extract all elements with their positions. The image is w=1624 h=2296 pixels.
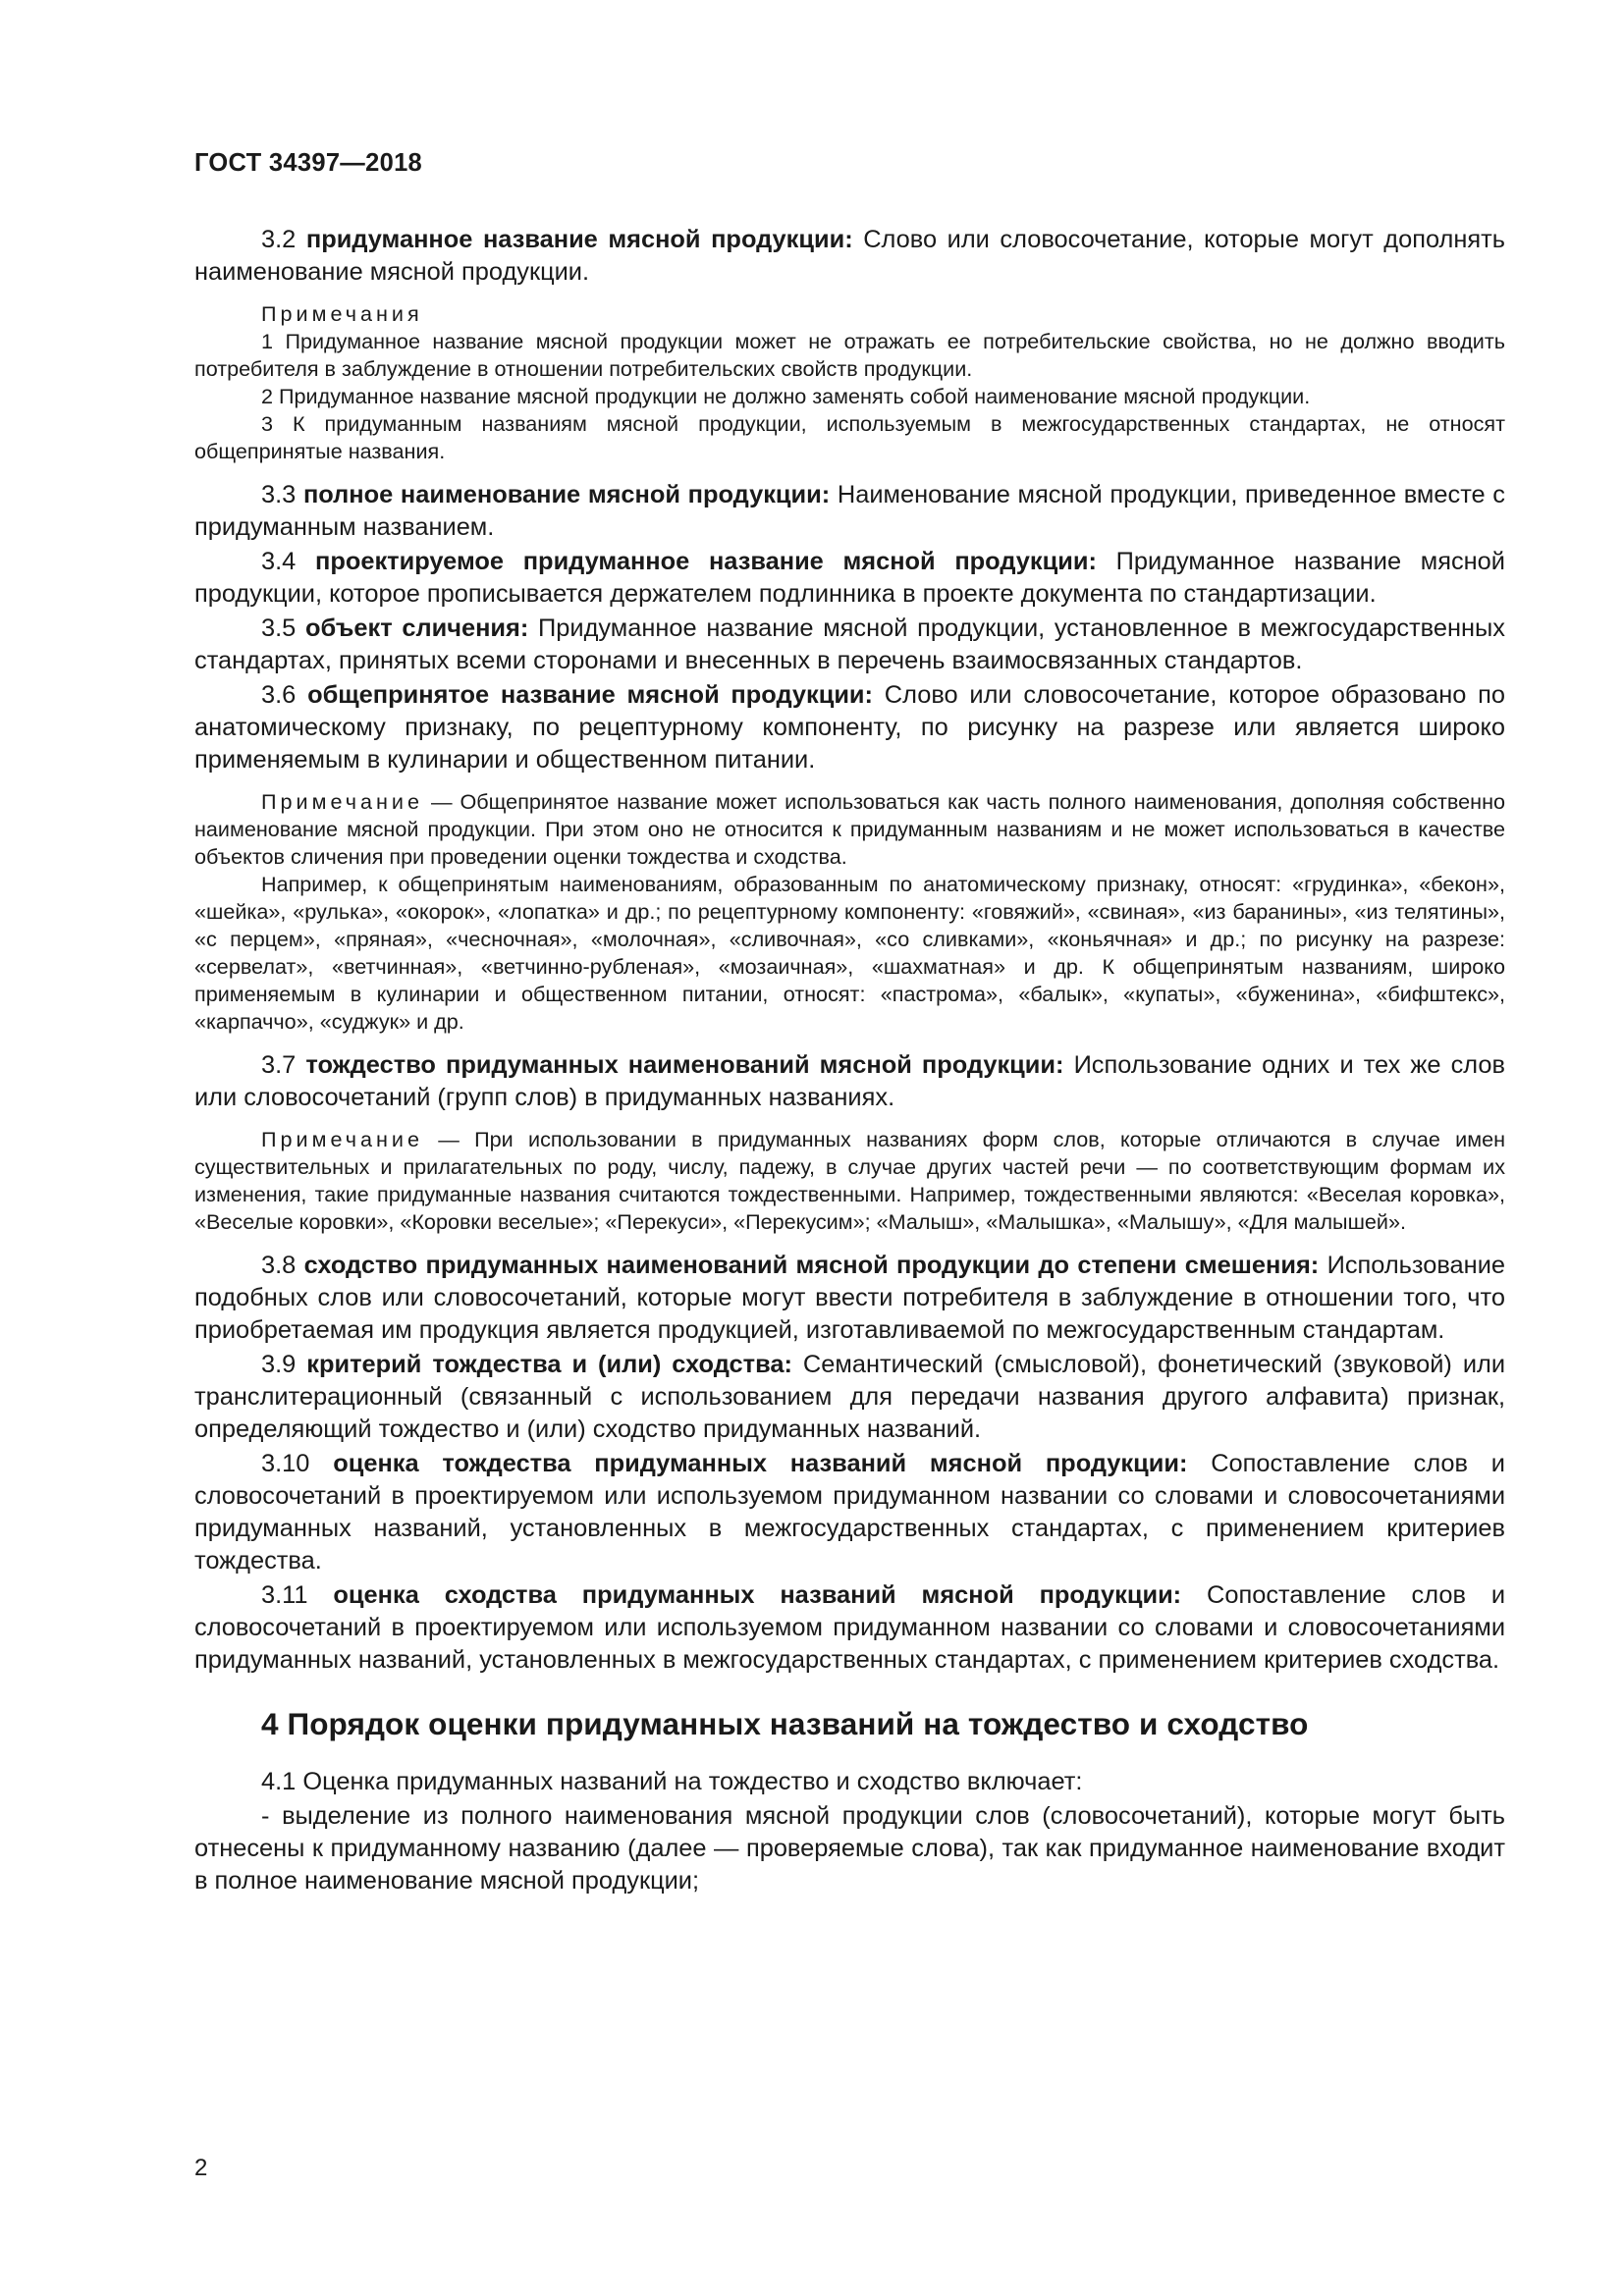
term-name: объект сличения: bbox=[305, 614, 529, 642]
term-name: общепринятое название мясной продукции: bbox=[307, 681, 873, 709]
term-3-7 bbox=[194, 1049, 1505, 1114]
term-number: 3.9 bbox=[261, 1351, 297, 1378]
term-definition: Использование одних и тех же слов или словосочетаний (групп слов) в придуманных названиях. bbox=[194, 1051, 1505, 1111]
term-number: 3.7 bbox=[261, 1051, 297, 1079]
term-3-10 bbox=[194, 1448, 1505, 1577]
term-definition: Сопоставление слов и словосочетаний в проектируемом или используемом придуманном названии со словами и словосочетаниями придуманных названий, установленных в межгосударственных стандартах, с применением критериев сходства. bbox=[194, 1581, 1505, 1674]
clause-4-1-bullet-1: - выделение из полного наименования мясной продукции слов (словосочетаний), которые могут быть отнесены к придуманному названию (далее — проверяемые слова), так как придуманное наименование входит в полное наименование мясной продукции; bbox=[194, 1802, 1505, 1895]
term-name: тождество придуманных наименований мясной продукции: bbox=[305, 1051, 1064, 1079]
term-name: критерий тождества и (или) сходства: bbox=[306, 1351, 792, 1378]
term-definition: Придуманное название мясной продукции, установленное в межгосударственных стандартах, принятых всеми сторонами и внесенных в перечень взаимосвязанных стандартов. bbox=[194, 614, 1505, 674]
document-header: ГОСТ 34397—2018 bbox=[194, 149, 423, 177]
note-text: — При использовании в придуманных названиях форм слов, которые отличаются в случае имен существительных и прилагательных по роду, числу, падежу, в случае других частей речи — по соответствующим формам их изменения, такие придуманные названия считаются тождественными. Например, тождественными являются: «Веселая коровка», «Веселые коровки», «Коровки веселые»; «Перекуси», «Перекусим»; «Малыш», «Малышка», «Малышу», «Для малышей». bbox=[194, 1127, 1505, 1234]
note-text: — Общепринятое название может использоваться как часть полного наименования, дополняя собственно наименование мясной продукции. При этом оно не относится к придуманным названиям и не может использоваться в качестве объектов сличения при проведении оценки тождества и сходства. bbox=[194, 789, 1506, 869]
term-3-2 bbox=[194, 224, 1505, 289]
term-3-6 bbox=[194, 679, 1505, 776]
document-body bbox=[194, 224, 1505, 1899]
term-number: 3.3 bbox=[261, 481, 297, 508]
term-name: придуманное название мясной продукции: bbox=[305, 226, 853, 253]
term-definition: Сопоставление слов и словосочетаний в проектируемом или используемом придуманном названии со словами и словосочетаниями придуманных названий, установленных в межгосударственных стандартах, с применением критериев тождества. bbox=[194, 1450, 1505, 1575]
term-3-8 bbox=[194, 1250, 1505, 1347]
notes-heading: Примечания bbox=[261, 301, 423, 326]
term-number: 3.6 bbox=[261, 681, 297, 709]
term-3-5 bbox=[194, 613, 1505, 677]
note-label: Примечание bbox=[261, 1127, 423, 1151]
note-3-6-example: Например, к общепринятым наименованиям, образованным по анатомическому признаку, относят: «грудинка», «бекон», «шейка», «рулька», «окорок», «лопатка» и др.; по рецептурному компоненту: «говяжий», «свиная», «из баранины», «из телятины», «с перцем», «пряная», «чесночная», «молочная», «сливочная», «со сливками», «коньячная» и др.; по рисунку на разрезе: «сервелат», «ветчинная», «ветчинно-рубленая», «мозаичная», «шахматная» и др. К общепринятым названиям, широко применяемым в кулинарии и общественном питании, относят: «пастрома», «балык», «купаты», «буженина», «бифштекс», «карпаччо», «суджук» и др. bbox=[194, 872, 1505, 1034]
note-3-7 bbox=[194, 1126, 1505, 1236]
term-definition: Слово или словосочетание, которые могут дополнять наименование мясной продукции. bbox=[194, 226, 1505, 286]
section-4-title: 4 Порядок оценки придуманных названий на тождество и сходство bbox=[261, 1706, 1309, 1741]
term-number: 3.10 bbox=[261, 1450, 310, 1477]
term-name: сходство придуманных наименований мясной продукции до степени смешения: bbox=[303, 1252, 1320, 1279]
term-name: оценка тождества придуманных названий мясной продукции: bbox=[333, 1450, 1188, 1477]
term-definition: Использование подобных слов или словосочетаний, которые могут ввести потребителя в заблуждение в отношении того, что приобретаемая им продукция является продукцией, изготавливаемой по межгосударственным стандартам. bbox=[194, 1252, 1506, 1344]
page-number: 2 bbox=[194, 2155, 208, 2181]
note-label: Примечание bbox=[261, 789, 423, 814]
term-number: 3.5 bbox=[261, 614, 297, 642]
term-number: 3.8 bbox=[261, 1252, 297, 1279]
term-3-11 bbox=[194, 1579, 1505, 1677]
clause-4-1: 4.1 Оценка придуманных названий на тождество и сходство включает: bbox=[261, 1768, 1083, 1795]
term-definition: Наименование мясной продукции, приведенное вместе с придуманным названием. bbox=[194, 481, 1506, 541]
term-3-3 bbox=[194, 479, 1505, 544]
term-3-4 bbox=[194, 546, 1505, 611]
note-3: 3 К придуманным названиям мясной продукции, используемым в межгосударственных стандартах, не относят общепринятые названия. bbox=[194, 411, 1505, 463]
term-definition: Слово или словосочетание, которое образовано по анатомическому признаку, по рецептурному компоненту, по рисунку на разрезе или является широко применяемым в кулинарии и общественном питании. bbox=[194, 681, 1505, 774]
term-number: 3.11 bbox=[261, 1581, 308, 1609]
term-3-9 bbox=[194, 1349, 1505, 1446]
term-name: полное наименование мясной продукции: bbox=[302, 481, 831, 508]
term-name: оценка сходства придуманных названий мясной продукции: bbox=[333, 1581, 1182, 1609]
term-name: проектируемое придуманное название мясной продукции: bbox=[314, 548, 1097, 575]
note-2: 2 Придуманное название мясной продукции не должно заменять собой наименование мясной продукции. bbox=[261, 384, 1311, 408]
term-number: 3.4 bbox=[261, 548, 297, 575]
term-number: 3.2 bbox=[261, 226, 297, 253]
term-definition: Семантический (смысловой), фонетический (звуковой) или транслитерационный (связанный с использованием для передачи названия другого алфавита) признак, определяющий тождество и (или) сходство придуманных названий. bbox=[194, 1351, 1506, 1443]
note-3-6 bbox=[194, 788, 1505, 871]
note-1: 1 Придуманное название мясной продукции может не отражать ее потребительские свойства, но не должно вводить потребителя в заблуждение в отношении потребительских свойств продукции. bbox=[194, 329, 1505, 381]
term-definition: Придуманное название мясной продукции, которое прописывается держателем подлинника в проекте документа по стандартизации. bbox=[194, 548, 1505, 608]
